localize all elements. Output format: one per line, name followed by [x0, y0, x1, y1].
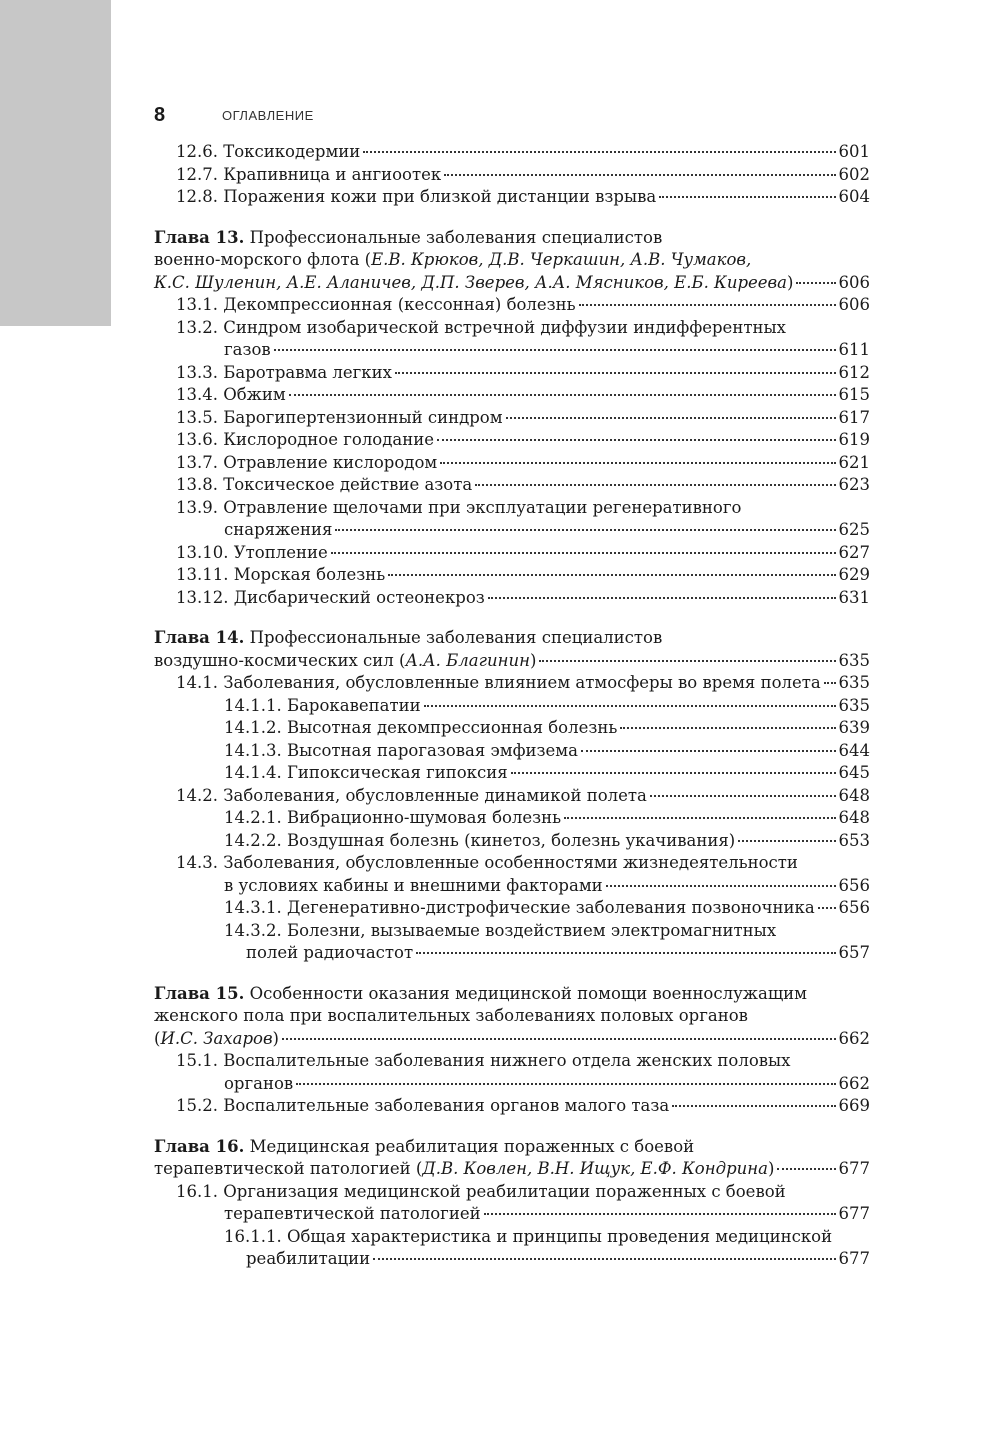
- toc-entry-text: [176, 1051, 791, 1070]
- entry-authors: Е.В. Крюков, Д.В. Черкашин, А.В. Чумаков,: [371, 250, 752, 269]
- entry-title-tail: ): [529, 650, 537, 670]
- toc-line[interactable]: [154, 785, 870, 808]
- entry-title: 14.1.1. Баpокавепатии: [224, 695, 421, 715]
- entry-title: 14.2.2. Воздушная болезнь (кинетоз, болезнь укачивания): [224, 830, 736, 850]
- entry-title: 13.2. Синдром изобарической встречной диффузии индифферентных: [176, 317, 786, 337]
- toc-entry-text: [154, 228, 662, 247]
- toc-line[interactable]: [154, 740, 870, 763]
- entry-title: терапевтической патологией (: [154, 1159, 423, 1178]
- page-number: 8: [154, 104, 166, 126]
- toc-entry-text: [246, 1248, 370, 1271]
- toc-line[interactable]: [154, 942, 870, 965]
- page-ref: 677: [838, 1204, 870, 1223]
- toc-entry-text: [154, 628, 662, 647]
- toc-entry-text: [154, 1137, 694, 1156]
- toc-line[interactable]: [154, 384, 870, 407]
- entry-title: 13.11. Морская болезнь: [176, 565, 386, 584]
- dot-leader: [274, 349, 836, 351]
- page-ref: 604: [838, 187, 870, 206]
- toc-entry-text: [224, 1203, 481, 1226]
- entry-title: 14.1.3. Высотная парогазовая эмфизема: [224, 740, 578, 760]
- toc-line[interactable]: [154, 695, 870, 718]
- toc-line[interactable]: [154, 762, 870, 785]
- toc-entry-text: [176, 164, 441, 187]
- entry-title: 13.1. Декомпрессионная (кессонная) болезнь: [176, 295, 576, 314]
- toc-entry-text: [154, 984, 807, 1003]
- entry-title-tail: ): [767, 1159, 775, 1178]
- entry-title: (: [154, 1028, 161, 1048]
- page-ref: 677: [838, 1159, 870, 1178]
- entry-title: Медицинская реабилитация пораженных с боевой: [244, 1136, 695, 1156]
- dot-leader: [440, 462, 835, 464]
- page-ref: 635: [838, 650, 870, 670]
- entry-authors: К.С. Шуленин, А.Е. Аланичев, Д.П. Зверев, А.А. Мясников, Е.Б. Киреева: [154, 272, 787, 292]
- toc-line: [154, 497, 870, 520]
- page-ref: 657: [838, 943, 870, 962]
- toc-line[interactable]: [154, 1158, 870, 1181]
- page-ref: 631: [838, 587, 870, 607]
- toc-entry-text: [176, 407, 503, 430]
- page-ref: 611: [838, 340, 870, 359]
- toc-entry-text: [154, 1006, 748, 1025]
- entry-title: 14.3.1. Дегенеративно-дистрофические заболевания позвоночника: [224, 898, 815, 917]
- dot-leader: [738, 840, 835, 842]
- toc-line: [154, 627, 870, 650]
- toc-entry-text: [176, 318, 786, 337]
- entry-authors: И.С. Захаров: [160, 1028, 273, 1048]
- entry-title: 15.1. Воспалительные заболевания нижнего отдела женских половых: [176, 1051, 791, 1070]
- dot-leader: [388, 574, 835, 576]
- toc-line[interactable]: [154, 186, 870, 209]
- toc-line[interactable]: [154, 717, 870, 740]
- page-ref: 669: [838, 1096, 870, 1115]
- toc-line[interactable]: [154, 672, 870, 695]
- toc-entry-text: [154, 250, 751, 269]
- toc-line[interactable]: [154, 272, 870, 295]
- entry-title: 13.3. Баротравма легких: [176, 362, 392, 382]
- chapter-label: Глава 13.: [154, 227, 245, 247]
- toc-entry-text: [176, 785, 647, 808]
- entry-title: 14.1.2. Высотная декомпрессионная болезнь: [224, 718, 618, 737]
- entry-title: 14.3.2. Болезни, вызываемые воздействием электромагнитных: [224, 920, 777, 940]
- toc-entry-text: [176, 672, 821, 695]
- page-ref: 615: [838, 385, 870, 404]
- page-ref: 625: [838, 520, 870, 539]
- margin-gray-bar: [0, 0, 111, 326]
- dot-leader: [777, 1168, 835, 1170]
- toc-chapter-group: [154, 141, 870, 209]
- toc-entry-text: [176, 294, 576, 317]
- toc-line: [154, 1050, 870, 1073]
- entry-authors: А.А. Благинин: [405, 650, 530, 670]
- toc-entry-text: [176, 498, 741, 517]
- entry-title: органов: [224, 1073, 294, 1093]
- dot-leader: [363, 151, 835, 153]
- entry-title: 12.7. Крапивница и ангиоотек: [176, 164, 442, 184]
- toc-line[interactable]: [154, 519, 870, 542]
- dot-leader: [672, 1105, 835, 1107]
- toc-entry-text: [154, 272, 793, 295]
- page-ref: 677: [838, 1249, 870, 1268]
- entry-title: снаряжения: [224, 520, 333, 539]
- dot-leader: [511, 772, 836, 774]
- dot-leader: [331, 552, 836, 554]
- chapter-label: Глава 16.: [154, 1136, 245, 1156]
- page-ref: 635: [838, 673, 870, 692]
- entry-title: 14.2.1. Вибрационно-шумовая болезнь: [224, 808, 562, 827]
- dot-leader: [564, 817, 835, 819]
- entry-title: 14.1.4. Гипоксическая гипоксия: [224, 763, 508, 782]
- entry-title: 13.6. Кислородное голодание: [176, 430, 434, 449]
- page-ref: 648: [838, 785, 870, 805]
- entry-title: военно-морского флота (: [154, 250, 372, 269]
- page-ref: 653: [838, 830, 870, 850]
- dot-leader: [335, 529, 835, 531]
- toc-entry-text: [176, 542, 328, 565]
- toc-entry-text: [224, 1073, 293, 1096]
- toc-entry-text: [224, 519, 332, 542]
- entry-title: 15.2. Воспалительные заболевания органов малого таза: [176, 1096, 670, 1115]
- toc-entry-text: [154, 650, 536, 673]
- entry-title: 13.8. Токсическое действие азота: [176, 475, 473, 494]
- toc-line: [154, 227, 870, 250]
- toc-entry-text: [154, 1158, 774, 1181]
- toc-chapter-group: [154, 983, 870, 1118]
- toc-entry-text: [224, 921, 776, 940]
- toc-entry-text: [176, 1095, 669, 1118]
- chapter-label: Глава 14.: [154, 628, 245, 647]
- dot-leader: [395, 372, 836, 374]
- toc-entry-text: [176, 141, 360, 164]
- toc-line[interactable]: [154, 875, 870, 898]
- page-ref: 656: [838, 898, 870, 917]
- toc-line[interactable]: [154, 474, 870, 497]
- toc-chapter-group: [154, 1136, 870, 1271]
- dot-leader: [416, 952, 835, 954]
- toc-entry-text: [224, 875, 603, 898]
- toc-line[interactable]: [154, 1028, 870, 1051]
- toc-line[interactable]: [154, 897, 870, 920]
- dot-leader: [484, 1213, 836, 1215]
- entry-title: 13.7. Отравление кислородом: [176, 452, 438, 472]
- dot-leader: [424, 705, 836, 707]
- entry-title: Особенности оказания медицинской помощи военнослужащим: [244, 983, 807, 1003]
- dot-leader: [581, 750, 836, 752]
- entry-title: 13.10. Утопление: [176, 542, 328, 562]
- toc-entry-text: [224, 695, 421, 718]
- toc-entry-text: [224, 897, 815, 920]
- dot-leader: [475, 484, 835, 486]
- entry-title: 12.8. Поражения кожи при близкой дистанции взрыва: [176, 187, 657, 206]
- page-ref: 645: [838, 763, 870, 782]
- entry-title: женского пола при воспалительных заболеваниях половых органов: [154, 1006, 748, 1025]
- page-ref: 639: [838, 718, 870, 737]
- entry-title-tail: ): [787, 272, 794, 292]
- page-ref: 662: [838, 1073, 870, 1093]
- page-ref: 606: [838, 295, 870, 314]
- page-ref: 629: [838, 565, 870, 584]
- dot-leader: [818, 907, 836, 909]
- entry-title: Профессиональные заболевания специалистов: [244, 227, 663, 247]
- dot-leader: [506, 417, 836, 419]
- entry-title: 16.1.1. Общая характеристика и принципы проведения медицинской: [224, 1226, 833, 1246]
- page-ref: 648: [838, 808, 870, 827]
- toc-entry-text: [224, 717, 617, 740]
- toc-line[interactable]: [154, 1095, 870, 1118]
- entry-title: газов: [224, 340, 271, 359]
- toc-entry-text: [176, 474, 472, 497]
- dot-leader: [488, 597, 836, 599]
- toc-entry-text: [246, 942, 413, 965]
- toc-entry-text: [176, 564, 385, 587]
- toc-line: [154, 249, 870, 272]
- page-ref: 619: [838, 430, 870, 449]
- toc-line[interactable]: [154, 807, 870, 830]
- toc-entry-text: [176, 429, 434, 452]
- toc-line: [154, 317, 870, 340]
- dot-leader: [282, 1038, 836, 1040]
- dot-leader: [659, 196, 835, 198]
- entry-title: 14.3. Заболевания, обусловленные особенностями жизнедеятельности: [176, 853, 798, 872]
- toc-entry-text: [224, 830, 735, 853]
- toc-line[interactable]: [154, 1073, 870, 1096]
- chapter-label: Глава 15.: [154, 983, 245, 1003]
- toc-entry-text: [224, 1227, 832, 1246]
- toc-line[interactable]: [154, 587, 870, 610]
- toc-line: [154, 1136, 870, 1159]
- page-ref: 621: [838, 452, 870, 472]
- entry-title: 13.5. Барогипертензионный синдром: [176, 407, 503, 427]
- page-ref: 623: [838, 475, 870, 494]
- toc-entry-text: [224, 762, 508, 785]
- dot-leader: [289, 394, 836, 396]
- entry-title: 13.9. Отравление щелочами при эксплуатации регенеративного: [176, 497, 742, 517]
- page-ref: 612: [838, 362, 870, 382]
- toc-line[interactable]: [154, 542, 870, 565]
- toc-line[interactable]: [154, 1203, 870, 1226]
- toc-line[interactable]: [154, 650, 870, 673]
- toc-entry-text: [176, 1182, 786, 1201]
- dot-leader: [539, 660, 835, 662]
- toc-entry-text: [176, 384, 286, 407]
- toc-line: [154, 852, 870, 875]
- entry-title: 16.1. Организация медицинской реабилитации пораженных с боевой: [176, 1181, 786, 1201]
- toc-chapter-group: [154, 627, 870, 965]
- dot-leader: [296, 1083, 835, 1085]
- entry-title: полей радиочастот: [246, 943, 414, 962]
- toc-line[interactable]: [154, 564, 870, 587]
- toc-line: [154, 983, 870, 1006]
- toc-entry-text: [154, 1028, 279, 1051]
- dot-leader: [796, 282, 835, 284]
- dot-leader: [606, 885, 836, 887]
- toc-entry-text: [176, 853, 798, 872]
- entry-title: реабилитации: [246, 1249, 371, 1268]
- toc-entry-text: [224, 807, 561, 830]
- toc-entry-text: [176, 587, 485, 610]
- page-ref: 601: [838, 142, 870, 161]
- entry-title: 14.1. Заболевания, обусловленные влиянием атмосферы во время полета: [176, 673, 821, 692]
- entry-title: 12.6. Токсикодермии: [176, 142, 361, 161]
- toc-line[interactable]: [154, 362, 870, 385]
- entry-title: 13.4. Обжим: [176, 385, 286, 404]
- toc-line[interactable]: [154, 429, 870, 452]
- toc-entry-text: [176, 186, 656, 209]
- toc-line[interactable]: [154, 141, 870, 164]
- entry-title: 13.12. Дисбарический остеонекроз: [176, 587, 485, 607]
- page-ref: 606: [838, 272, 870, 292]
- toc-line[interactable]: [154, 830, 870, 853]
- entry-title-tail: ): [272, 1028, 279, 1048]
- page-ref: 662: [838, 1028, 870, 1048]
- toc-line: [154, 920, 870, 943]
- page-ref: 602: [838, 164, 870, 184]
- toc-line: [154, 1005, 870, 1028]
- dot-leader: [824, 682, 836, 684]
- dot-leader: [373, 1258, 835, 1260]
- toc-entry-text: [176, 452, 437, 475]
- toc-line[interactable]: [154, 339, 870, 362]
- table-of-contents: [154, 141, 870, 1289]
- entry-title: терапевтической патологией: [224, 1204, 481, 1223]
- page-ref: 617: [838, 407, 870, 427]
- dot-leader: [620, 727, 835, 729]
- page-ref: 635: [838, 695, 870, 715]
- entry-authors: Д.В. Ковлен, В.Н. Ищук, Е.Ф. Кондрина: [422, 1159, 768, 1178]
- toc-entry-text: [224, 339, 271, 362]
- toc-line: [154, 1181, 870, 1204]
- dot-leader: [437, 439, 836, 441]
- page-ref: 644: [838, 740, 870, 760]
- running-head-title: ОГЛАВЛЕНИЕ: [222, 108, 314, 123]
- entry-title: Профессиональные заболевания специалистов: [244, 628, 663, 647]
- toc-line[interactable]: [154, 164, 870, 187]
- toc-line[interactable]: [154, 407, 870, 430]
- toc-line[interactable]: [154, 452, 870, 475]
- entry-title: в условиях кабины и внешними факторами: [224, 875, 603, 895]
- dot-leader: [650, 795, 836, 797]
- toc-entry-text: [176, 362, 392, 385]
- page-ref: 627: [838, 542, 870, 562]
- dot-leader: [444, 174, 835, 176]
- toc-line[interactable]: [154, 1248, 870, 1271]
- entry-title: 14.2. Заболевания, обусловленные динамикой полета: [176, 785, 647, 805]
- page-ref: 656: [838, 875, 870, 895]
- toc-line[interactable]: [154, 294, 870, 317]
- dot-leader: [579, 304, 836, 306]
- toc-line: [154, 1226, 870, 1249]
- toc-entry-text: [224, 740, 578, 763]
- entry-title: воздушно-космических сил (: [154, 650, 406, 670]
- toc-chapter-group: [154, 227, 870, 610]
